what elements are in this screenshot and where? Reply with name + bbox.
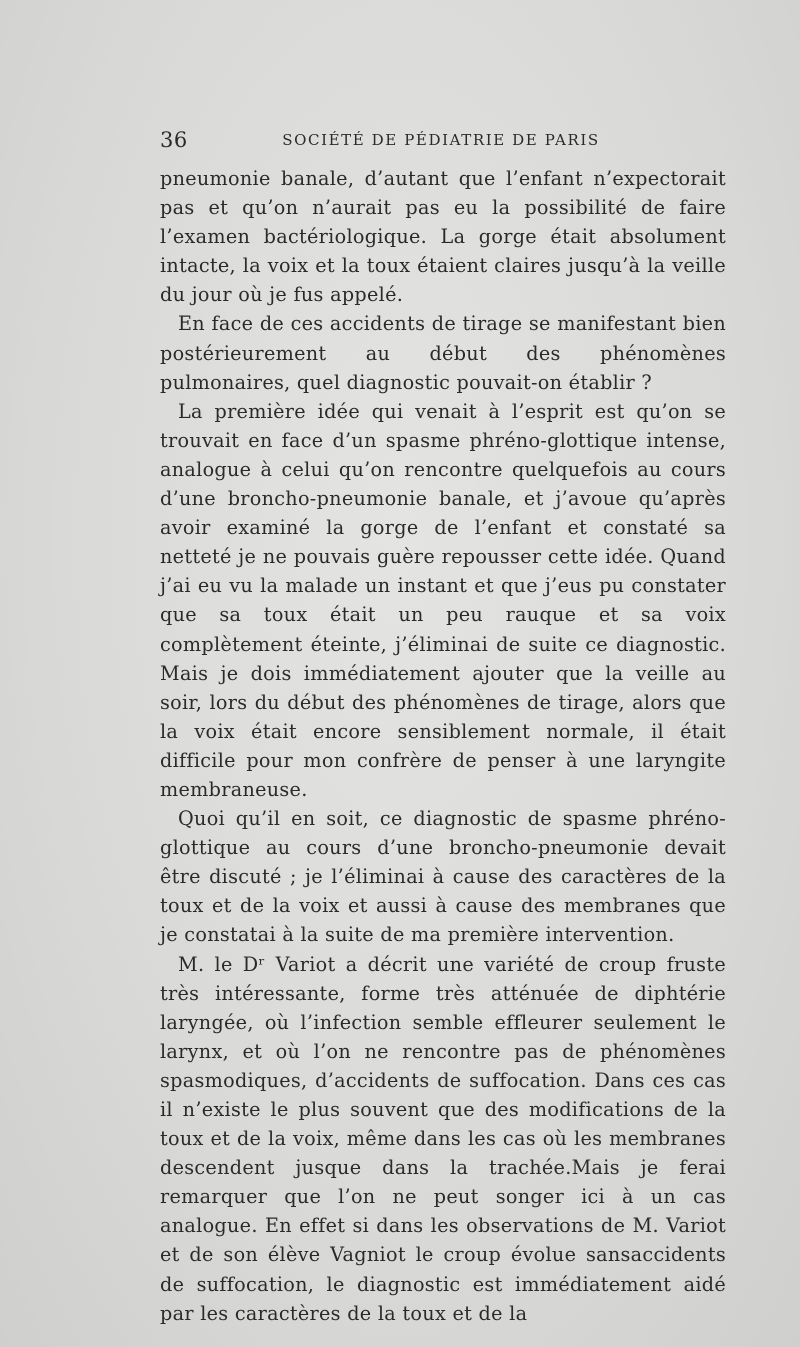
paragraph-3: La première idée qui venait à l’esprit est qu’on se trouvait en face d’un spasme phréno-glottique intense, analogue à celui qu’on rencontre quelquefois au cours d’une broncho-pneumonie banale, et j’avoue qu’après avoir examiné la gorge de l’enfant et constaté sa netteté je ne pouvais guère repousser cette idée. Quand j’ai eu vu la malade un instant et que j’eus pu constater que sa toux était un peu rauque et sa voix complètement éteinte, j’éliminai de suite ce diagnostic. Mais je dois immédiatement ajouter que la veille au soir, lors du début des phénomènes de tirage, alors que la voix était encore sensiblement normale, il était difficile pour mon confrère de penser à une laryngite membraneuse. bbox=[160, 399, 726, 801]
paragraph-2: En face de ces accidents de tirage se manifestant bien postérieurement au début des phénomènes pulmonaires, quel diagnostic pouvait-on établir ? bbox=[160, 312, 726, 394]
running-title: SOCIÉTÉ DE PÉDIATRIE DE PARIS bbox=[282, 131, 600, 149]
paragraph-5: M. le Dʳ Variot a décrit une variété de croup fruste très intéressante, forme très atténuée de diphtérie laryngée, où l’infection semble effleurer seulement le larynx, et où l’on ne rencontre pas de phénomènes spasmodiques, d’accidents de suffocation. Dans ces cas il n’existe le plus souvent que des modifications de la toux et de la voix, même dans les cas où les membranes descendent jusque dans la trachée.Mais je ferai remarquer que l’on ne peut songer ici à un cas analogue. En effet si dans les observations de M. Variot et de son élève Vagniot le croup évolue sansaccidents de suffocation, le diagnostic est immédiatement aidé par les caractères de la toux et de la bbox=[160, 952, 726, 1325]
paragraph-4: Quoi qu’il en soit, ce diagnostic de spasme phréno-glottique au cours d’une broncho-pneumonie devait être discuté ; je l’éliminai à cause des caractères de la toux et de la voix et aussi à cause des membranes que je constatai à la suite de ma première intervention. bbox=[160, 807, 726, 947]
body-text bbox=[160, 164, 726, 1328]
page-number: 36 bbox=[160, 128, 188, 152]
page-header bbox=[160, 128, 722, 154]
paragraph-1: pneumonie banale, d’autant que l’enfant n’expectorait pas et qu’on n’aurait pas eu la possibilité de faire l’examen bactériologique. La gorge était absolument intacte, la voix et la toux étaient claires jusqu’à la veille du jour où je fus appelé. bbox=[160, 167, 726, 307]
